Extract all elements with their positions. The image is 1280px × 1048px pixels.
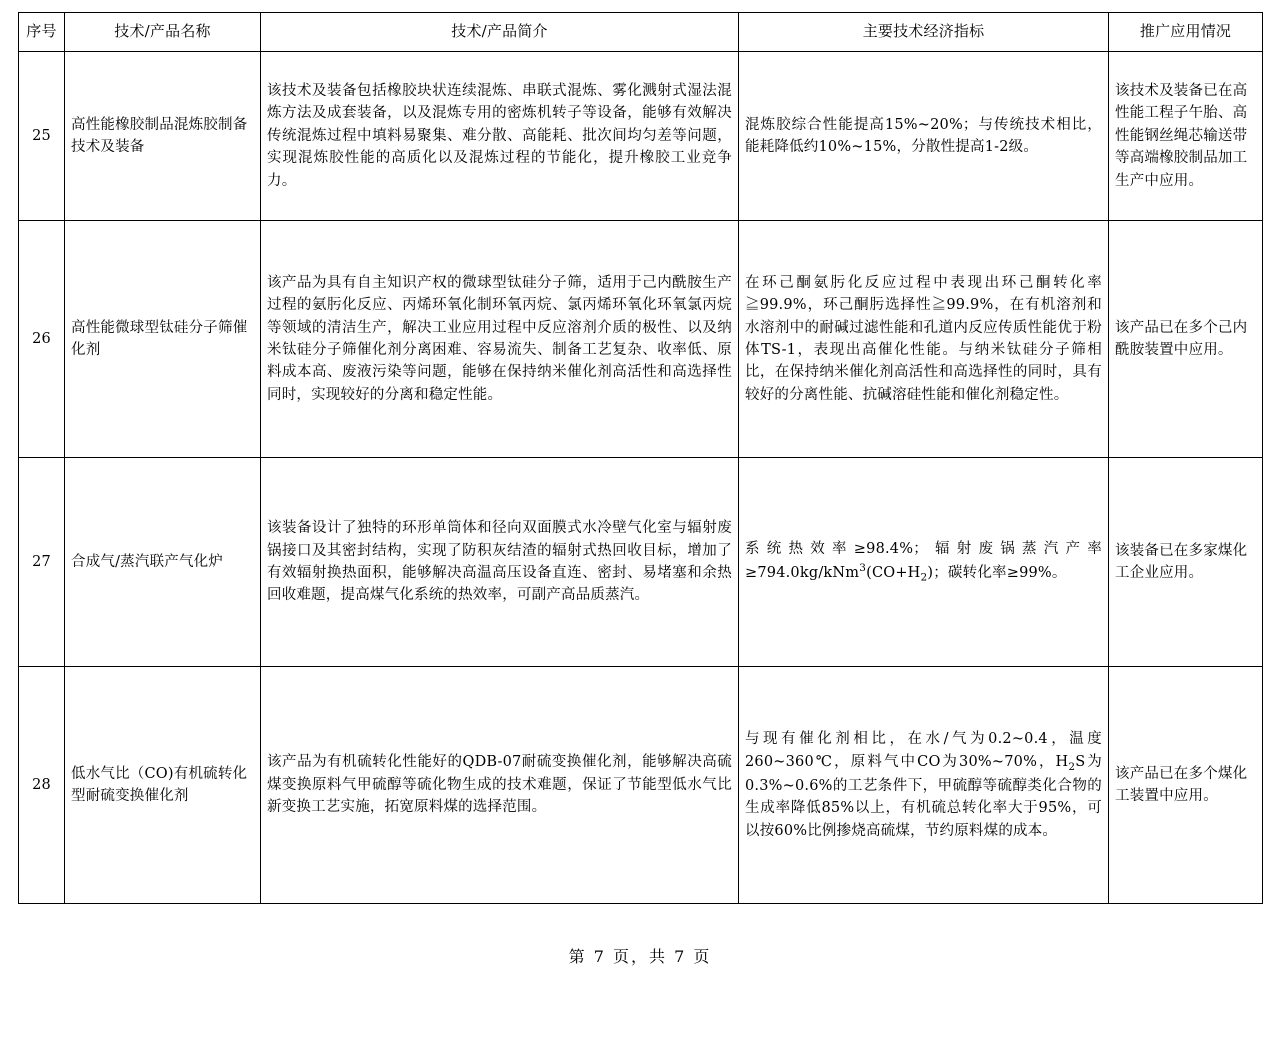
cell-description: 该技术及装备包括橡胶块状连续混炼、串联式混炼、雾化溅射式湿法混炼方法及成套装备，以及混炼专用的密炼机转子等设备，能够有效解决传统混炼过程中填料易聚集、难分散、高能耗、批次间均匀差等问题，实现混炼胶性能的高质化以及混炼过程的节能化，提升橡胶工业竞争力。 (261, 52, 739, 221)
column-header-description: 技术/产品简介 (261, 13, 739, 52)
column-header-seq: 序号 (19, 13, 65, 52)
table-row (19, 667, 1263, 904)
column-header-name: 技术/产品名称 (65, 13, 261, 52)
cell-description: 该装备设计了独特的环形单筒体和径向双面膜式水冷壁气化室与辐射废锅接口及其密封结构，实现了防积灰结渣的辐射式热回收目标，增加了有效辐射换热面积，能够解决高温高压设备直连、密封、易堵塞和余热回收难题，提高煤气化系统的热效率，可副产高品质蒸汽。 (261, 458, 739, 667)
table-header-row (19, 13, 1263, 52)
cell-indicators: 混炼胶综合性能提高15%~20%；与传统技术相比，能耗降低约10%~15%，分散性提高1-2级。 (739, 52, 1109, 221)
cell-indicators: 系统热效率≥98.4%；辐射废锅蒸汽产率$\ge 794.0kg/kNm^3(CO+H_2)$；碳转化率≥99%。 (739, 458, 1109, 667)
column-header-indicators: 主要技术经济指标 (739, 13, 1109, 52)
cell-application: 该产品已在多个己内酰胺装置中应用。 (1109, 221, 1263, 458)
cell-seq: 26 (19, 221, 65, 458)
technology-products-table (18, 12, 1263, 904)
page-footer: 第 7 页，共 7 页 (568, 947, 712, 966)
cell-name: 高性能橡胶制品混炼胶制备技术及装备 (65, 52, 261, 221)
cell-name: 高性能微球型钛硅分子筛催化剂 (65, 221, 261, 458)
cell-seq: 27 (19, 458, 65, 667)
cell-application: 该产品已在多个煤化工装置中应用。 (1109, 667, 1263, 904)
table-row (19, 458, 1263, 667)
cell-name: 低水气比（CO)有机硫转化型耐硫变换催化剂 (65, 667, 261, 904)
cell-indicators: 与现有催化剂相比，在水/气为0.2~0.4，温度260~360℃，原料气中CO为30%~70%，$H_2S$为0.3%~0.6%的工艺条件下，甲硫醇等硫醇类化合物的生成率降低85%以上，有机硫总转化率大于95%，可以按60%比例掺烧高硫煤，节约原料煤的成本。 (739, 667, 1109, 904)
table-row (19, 52, 1263, 221)
column-header-application: 推广应用情况 (1109, 13, 1263, 52)
table-row (19, 221, 1263, 458)
cell-application: 该技术及装备已在高性能工程子午胎、高性能钢丝绳芯输送带等高端橡胶制品加工生产中应用。 (1109, 52, 1263, 221)
cell-seq: 25 (19, 52, 65, 221)
cell-name: 合成气/蒸汽联产气化炉 (65, 458, 261, 667)
cell-application: 该装备已在多家煤化工企业应用。 (1109, 458, 1263, 667)
cell-indicators: 在环己酮氨肟化反应过程中表现出环己酮转化率≧99.9%，环己酮肟选择性≧99.9%，在有机溶剂和水溶剂中的耐碱过滤性能和孔道内反应传质性能优于粉体TS-1，表现出高催化性能。与纳米钛硅分子筛相比，在保持纳米催化剂高活性和高选择性的同时，具有较好的分离性能、抗碱溶硅性能和催化剂稳定性。 (739, 221, 1109, 458)
cell-description: 该产品为具有自主知识产权的微球型钛硅分子筛，适用于己内酰胺生产过程的氨肟化反应、丙烯环氧化制环氧丙烷、氯丙烯环氧化环氧氯丙烷等领域的清洁生产，解决工业应用过程中反应溶剂介质的极性、以及纳米钛硅分子筛催化剂分离困难、容易流失、制备工艺复杂、收率低、原料成本高、废液污染等问题，能够在保持纳米催化剂高活性和高选择性同时，实现较好的分离和稳定性能。 (261, 221, 739, 458)
cell-seq: 28 (19, 667, 65, 904)
cell-description: 该产品为有机硫转化性能好的QDB-07耐硫变换催化剂，能够解决高硫煤变换原料气甲硫醇等硫化物生成的技术难题，保证了节能型低水气比新变换工艺实施，拓宽原料煤的选择范围。 (261, 667, 739, 904)
